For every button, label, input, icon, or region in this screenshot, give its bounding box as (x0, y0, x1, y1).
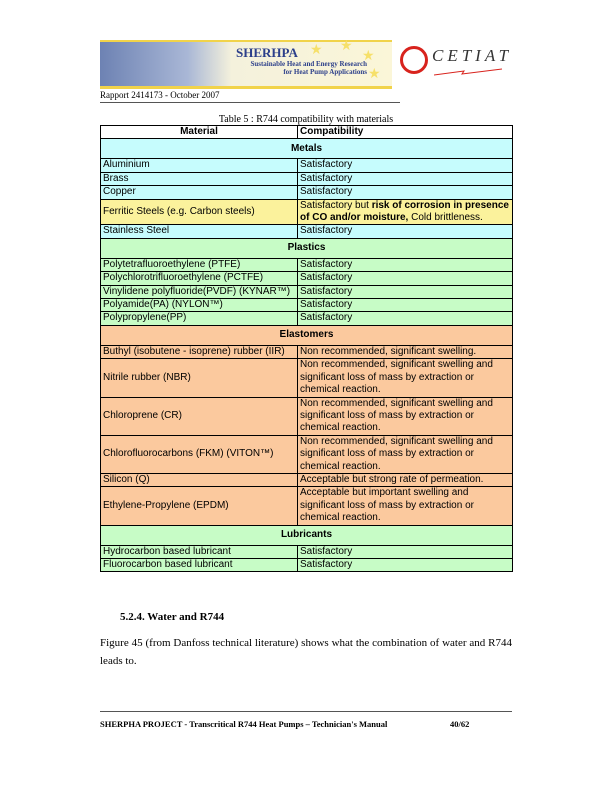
compatibility-cell (298, 312, 513, 325)
material-cell: Aluminium (101, 159, 298, 172)
compatibility-cell (298, 473, 513, 486)
table-row (101, 272, 513, 285)
cetiat-emblem-icon (400, 46, 428, 74)
page-number: 40/62 (450, 719, 470, 729)
body-paragraph: Figure 45 (from Danfoss technical literature) shows what the combination of water and R744 leads to. (100, 637, 512, 667)
compatibility-text: Non recommended, significant swelling and significant loss of mass by extraction or chemical reaction. (300, 435, 493, 472)
compatibility-text: Satisfactory (300, 159, 353, 171)
material-cell: Polypropylene(PP) (101, 312, 298, 325)
section-title: Elastomers (101, 325, 513, 345)
table-row (101, 199, 513, 225)
page-footer (100, 719, 512, 729)
compatibility-text: Satisfactory (300, 172, 353, 184)
material-cell: Ethylene-Propylene (EPDM) (101, 487, 298, 525)
material-cell: Fluorocarbon based lubricant (101, 558, 298, 571)
table-row (101, 545, 513, 558)
table-row (101, 487, 513, 525)
compatibility-text: Satisfactory but (300, 199, 372, 211)
section-row-lubricants (101, 525, 513, 545)
material-cell: Ferritic Steels (e.g. Carbon steels) (101, 199, 298, 225)
table-row (101, 345, 513, 358)
compatibility-cell (298, 558, 513, 571)
compatibility-text: Acceptable but strong rate of permeation. (300, 473, 484, 485)
material-cell: Polyamide(PA) (NYLON™) (101, 299, 298, 312)
report-reference: Rapport 2414173 - October 2007 (100, 90, 220, 100)
section-row-elastomers (101, 325, 513, 345)
material-cell: Polytetrafluoroethylene (PTFE) (101, 258, 298, 271)
compatibility-cell (298, 186, 513, 199)
material-cell: Hydrocarbon based lubricant (101, 545, 298, 558)
section-title: Lubricants (101, 525, 513, 545)
compatibility-cell (298, 435, 513, 473)
table-row (101, 397, 513, 435)
compatibility-cell (298, 258, 513, 271)
compatibility-text: Acceptable but important swelling and significant loss of mass by extraction or chemical reaction. (300, 487, 474, 524)
table-row (101, 225, 513, 238)
compatibility-text: Satisfactory (300, 186, 353, 198)
table-row (101, 473, 513, 486)
footer-title: SHERPHA PROJECT - Transcritical R744 Heat Pumps – Technician's Manual (100, 719, 388, 729)
header-divider (100, 102, 400, 103)
compatibility-text: Non recommended, significant swelling and significant loss of mass by extraction or chemical reaction. (300, 359, 493, 396)
table-row (101, 359, 513, 397)
compatibility-text: Satisfactory (300, 225, 353, 237)
compatibility-text: Cold brittleness. (408, 212, 483, 224)
compatibility-text: Satisfactory (300, 272, 353, 284)
compatibility-text: Satisfactory (300, 299, 353, 311)
table-row (101, 558, 513, 571)
material-cell: Copper (101, 186, 298, 199)
table-row (101, 186, 513, 199)
material-cell: Chloroprene (CR) (101, 397, 298, 435)
star-icon: ★ (310, 43, 323, 58)
section-row-plastics (101, 238, 513, 258)
table-caption: Table 5 : R744 compatibility with materials (218, 114, 394, 125)
compatibility-cell (298, 285, 513, 298)
table-row (101, 258, 513, 271)
material-cell: Polychlorotrifluoroethylene (PCTFE) (101, 272, 298, 285)
sherhpa-title: SHERHPA (236, 45, 298, 60)
compatibility-text: Satisfactory (300, 312, 353, 324)
sherhpa-logo (100, 40, 392, 89)
compatibility-text: Satisfactory (300, 545, 353, 557)
material-cell: Chlorofluorocarbons (FKM) (VITON™) (101, 435, 298, 473)
compatibility-text: Non recommended, significant swelling. (300, 345, 477, 357)
table-row (101, 299, 513, 312)
section-row-metals (101, 139, 513, 159)
warning-text: risk of corrosion in presence of CO and/or moisture, (300, 199, 509, 224)
column-header-material: Material (101, 126, 298, 139)
compatibility-text: Satisfactory (300, 258, 353, 270)
section-heading: 5.2.4. Water and R744 (120, 611, 225, 623)
material-cell: Vinylidene polyfluoride(PVDF) (KYNAR™) (101, 285, 298, 298)
compatibility-table (100, 125, 513, 572)
compatibility-cell (298, 345, 513, 358)
section-title: Plastics (101, 238, 513, 258)
material-cell: Nitrile rubber (NBR) (101, 359, 298, 397)
table-header-row (101, 126, 513, 139)
compatibility-text: Satisfactory (300, 558, 353, 570)
table-row (101, 172, 513, 185)
compatibility-cell (298, 159, 513, 172)
compatibility-cell (298, 172, 513, 185)
section-title: Metals (101, 139, 513, 159)
compatibility-text: Non recommended, significant swelling and significant loss of mass by extraction or chemical reaction. (300, 397, 493, 434)
footer-divider (100, 711, 512, 712)
table-row (101, 159, 513, 172)
star-icon: ★ (368, 67, 381, 82)
material-cell: Silicon (Q) (101, 473, 298, 486)
compatibility-text: Satisfactory (300, 285, 353, 297)
compatibility-cell (298, 487, 513, 525)
compatibility-cell (298, 397, 513, 435)
material-cell: Stainless Steel (101, 225, 298, 238)
compatibility-cell (298, 359, 513, 397)
star-icon: ★ (362, 49, 375, 64)
compatibility-cell (298, 272, 513, 285)
compatibility-cell (298, 225, 513, 238)
lightning-icon (434, 68, 504, 76)
material-cell: Brass (101, 172, 298, 185)
compatibility-cell (298, 199, 513, 225)
material-cell: Buthyl (isobutene - isoprene) rubber (IIR) (101, 345, 298, 358)
compatibility-cell (298, 545, 513, 558)
cetiat-logo: CETIAT (400, 44, 520, 78)
column-header-compatibility: Compatibility (298, 126, 513, 139)
table-row (101, 435, 513, 473)
sherhpa-subtitle: Sustainable Heat and Energy Research for Heat Pump Applications (250, 60, 367, 76)
star-icon: ★ (340, 39, 353, 54)
table-row (101, 285, 513, 298)
compatibility-cell (298, 299, 513, 312)
table-row (101, 312, 513, 325)
